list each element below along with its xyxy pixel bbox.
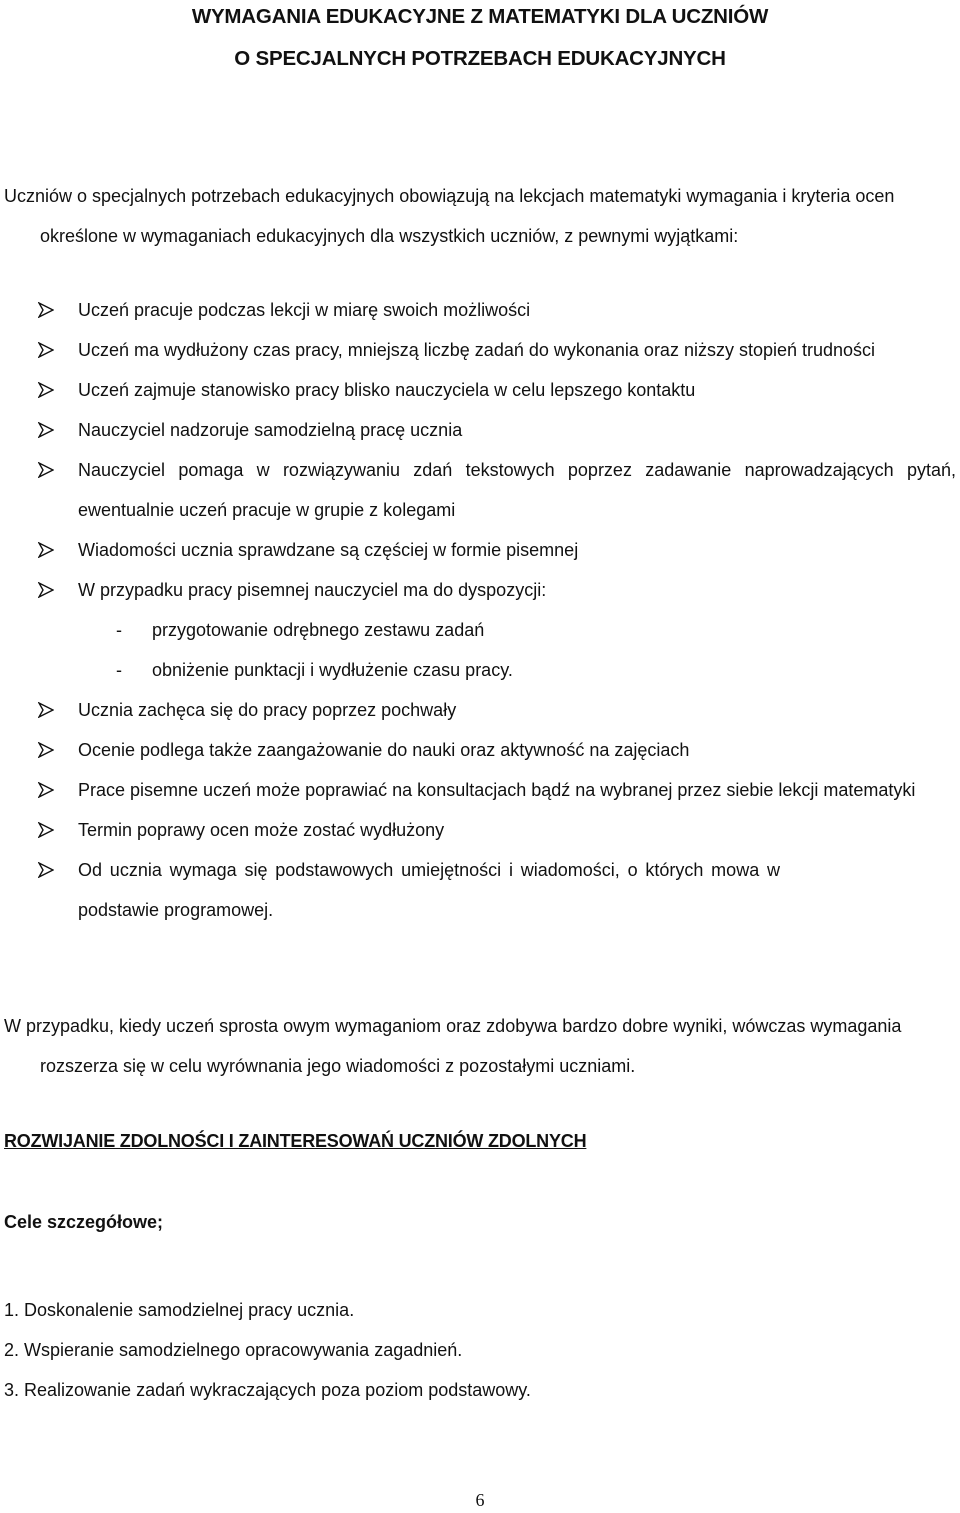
intro-line-2: określone w wymaganiach edukacyjnych dla wszystkich uczniów, z pewnymi wyjątkami: [40, 226, 739, 246]
list-item [0, 850, 960, 930]
list-item [0, 370, 960, 410]
arrowhead-bullet-icon [38, 862, 54, 878]
list-item-text: Ucznia zachęca się do pracy poprzez pochwały [78, 700, 457, 720]
list-item [0, 330, 960, 370]
extended-requirements-paragraph [4, 1006, 958, 1086]
exceptions-list [0, 290, 960, 930]
arrowhead-bullet-icon [38, 342, 54, 358]
document-title-line-2: O SPECJALNYCH POTRZEBACH EDUKACYJNYCH [234, 47, 726, 70]
section-heading: ROZWIJANIE ZDOLNOŚCI I ZAINTERESOWAŃ UCZNIÓW ZDOLNYCH [4, 1131, 587, 1151]
list-item [0, 690, 960, 730]
arrowhead-bullet-icon [38, 462, 54, 478]
document-title-line-1: WYMAGANIA EDUKACYJNE Z MATEMATYKI DLA UCZNIÓW [191, 5, 769, 28]
sub-list-item [78, 650, 956, 690]
list-item [0, 410, 960, 450]
goal-item: 2. Wspieranie samodzielnego opracowywania zagadnień. [4, 1340, 463, 1360]
arrowhead-bullet-icon [38, 422, 54, 438]
dash-marker: - [116, 660, 122, 680]
sub-list [78, 610, 956, 690]
page-number: 6 [475, 1490, 485, 1510]
list-item [0, 290, 960, 330]
list-item [0, 770, 960, 810]
list-item [0, 530, 960, 570]
paragraph-line-2: rozszerza się w celu wyrównania jego wiadomości z pozostałymi uczniami. [40, 1056, 636, 1076]
list-item-text: Ocenie podlega także zaangażowanie do nauki oraz aktywność na zajęciach [78, 740, 690, 760]
arrowhead-bullet-icon [38, 582, 54, 598]
list-item-text: Uczeń ma wydłużony czas pracy, mniejszą liczbę zadań do wykonania oraz niższy stopień trudności [78, 340, 876, 360]
list-item-text: Nauczyciel nadzoruje samodzielną pracę ucznia [78, 420, 463, 440]
goal-item: 1. Doskonalenie samodzielnej pracy ucznia. [4, 1300, 355, 1320]
sub-list-item [78, 610, 956, 650]
list-item [0, 450, 960, 530]
arrowhead-bullet-icon [38, 382, 54, 398]
list-item-text: Termin poprawy ocen może zostać wydłużony [78, 820, 445, 840]
arrowhead-bullet-icon [38, 702, 54, 718]
list-item-text: Wiadomości ucznia sprawdzane są częściej w formie pisemnej [78, 540, 579, 560]
list-item-text: Uczeń pracuje podczas lekcji w miarę swoich możliwości [78, 300, 531, 320]
arrowhead-bullet-icon [38, 782, 54, 798]
list-item-text: Prace pisemne uczeń może poprawiać na konsultacjach bądź na wybranej przez siebie lekcji matematyki [78, 780, 916, 800]
list-item [0, 570, 960, 690]
sub-list-item-text: obniżenie punktacji i wydłużenie czasu pracy. [152, 660, 513, 680]
arrowhead-bullet-icon [38, 542, 54, 558]
list-item [0, 810, 960, 850]
sub-list-item-text: przygotowanie odrębnego zestawu zadań [152, 620, 485, 640]
arrowhead-bullet-icon [38, 742, 54, 758]
paragraph-line-1: W przypadku, kiedy uczeń sprosta owym wymaganiom oraz zdobywa bardzo dobre wyniki, wówczas wymagania [4, 1016, 902, 1036]
list-item-text: W przypadku pracy pisemnej nauczyciel ma do dyspozycji: [78, 580, 547, 600]
subheading: Cele szczegółowe; [4, 1212, 164, 1232]
goal-item: 3. Realizowanie zadań wykraczających poza poziom podstawowy. [4, 1380, 531, 1400]
list-item-text: Nauczyciel pomaga w rozwiązywaniu zdań tekstowych poprzez zadawanie naprowadzających pytań, ewentualnie uczeń pracuje w grupie z kolegami [78, 460, 956, 520]
intro-paragraph [4, 176, 958, 256]
list-item-text: Uczeń zajmuje stanowisko pracy blisko nauczyciela w celu lepszego kontaktu [78, 380, 696, 400]
dash-marker: - [116, 620, 122, 640]
intro-line-1: Uczniów o specjalnych potrzebach edukacyjnych obowiązują na lekcjach matematyki wymagania i kryteria ocen [4, 186, 895, 206]
list-item-text: Od ucznia wymaga się podstawowych umiejętności i wiadomości, o których mowa w podstawie programowej. [78, 860, 780, 920]
goals-list [4, 1290, 531, 1410]
list-item [0, 730, 960, 770]
arrowhead-bullet-icon [38, 822, 54, 838]
arrowhead-bullet-icon [38, 302, 54, 318]
